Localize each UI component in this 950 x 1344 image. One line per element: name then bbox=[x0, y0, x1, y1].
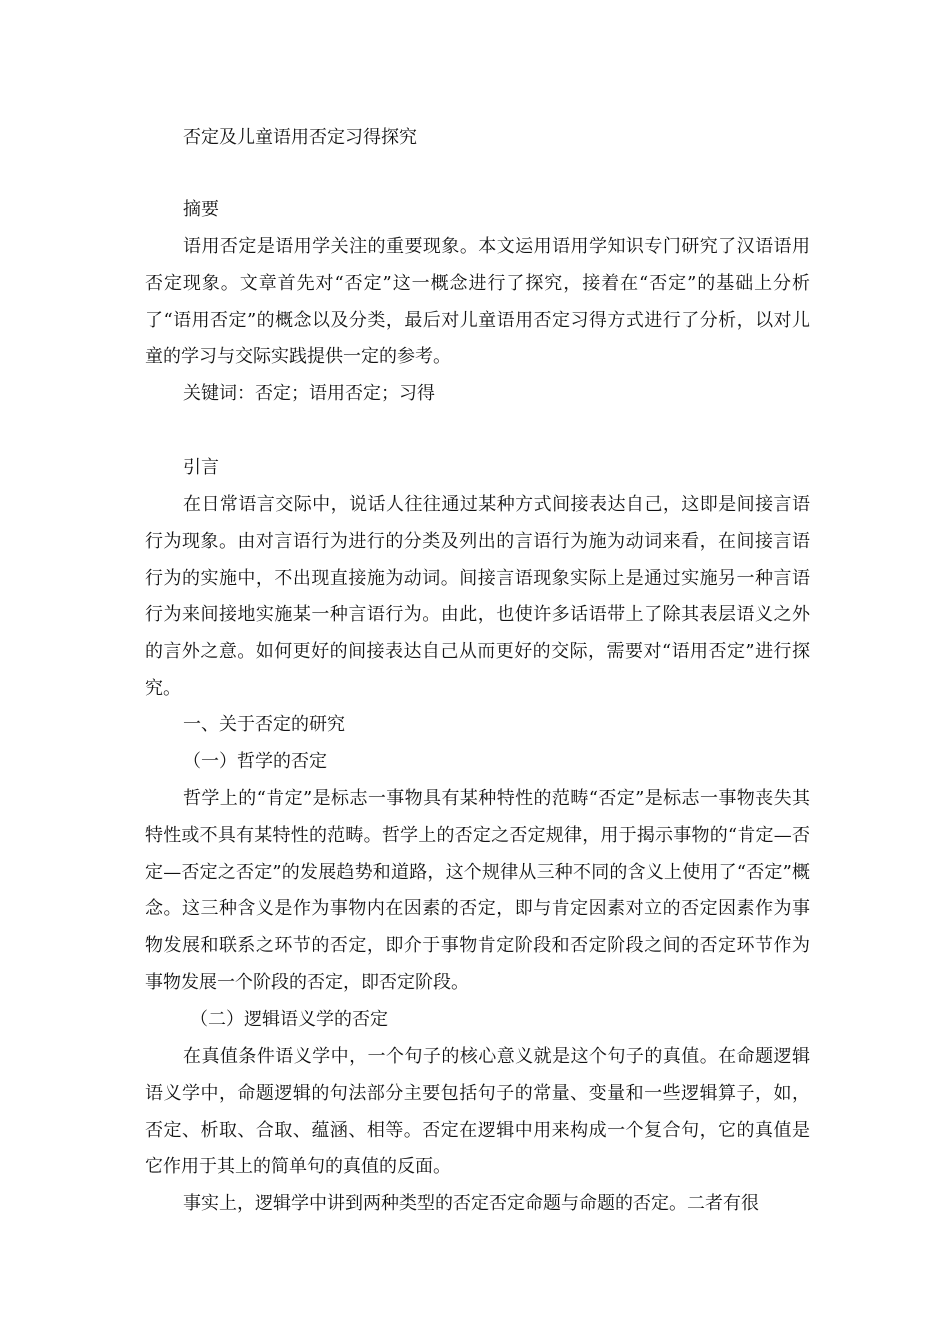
philosophy-paragraph: 哲学上的“肯定”是标志一事物具有某种特性的范畴“否定”是标志一事物丧失其特性或不具有某特性的范畴。哲学上的否定之否定规律，用于揭示事物的“肯定—否定—否定之否定”的发展趋势和道路，这个规律从三种不同的含义上使用了“否定”概念。这三种含义是作为事物内在因素的否定，即与肯定因素对立的否定因素作为事物发展和联系之环节的否定，即介于事物肯定阶段和否定阶段之间的否定环节作为事物发展一个阶段的否定，即否定阶段。 bbox=[145, 788, 810, 993]
abstract-paragraph: 语用否定是语用学关注的重要现象。本文运用语用学知识专门研究了汉语语用否定现象。文章首先对“否定”这一概念进行了探究，接着在“否定”的基础上分析了“语用否定”的概念以及分类，最后对儿童语用否定习得方式进行了分析，以对儿童的学习与交际实践提供一定的参考。 bbox=[145, 236, 810, 368]
keywords-line: 关键词：否定；语用否定；习得 bbox=[183, 383, 435, 404]
subsection-heading-1: （一）哲学的否定 bbox=[183, 751, 327, 772]
intro-heading: 引言 bbox=[183, 457, 219, 478]
intro-paragraph: 在日常语言交际中，说话人往往通过某种方式间接表达自己，这即是间接言语行为现象。由对言语行为进行的分类及列出的言语行为施为动词来看，在间接言语行为的实施中，不出现直接施为动词。间接言语现象实际上是通过实施另一种言语行为来间接地实施某一种言语行为。由此，也使许多话语带上了除其表层语义之外的言外之意。如何更好的间接表达自己从而更好的交际，需要对“语用否定”进行探究。 bbox=[145, 494, 810, 699]
closing-paragraph: 事实上，逻辑学中讲到两种类型的否定否定命题与命题的否定。二者有很 bbox=[183, 1193, 759, 1214]
logic-paragraph: 在真值条件语义学中，一个句子的核心意义就是这个句子的真值。在命题逻辑语义学中，命题逻辑的句法部分主要包括句子的常量、变量和一些逻辑算子，如，否定、析取、合取、蕴涵、相等。否定在逻辑中用来构成一个复合句，它的真值是它作用于其上的简单句的真值的反面。 bbox=[145, 1046, 810, 1178]
section-heading-1: 一、关于否定的研究 bbox=[183, 714, 345, 735]
abstract-heading: 摘要 bbox=[183, 199, 219, 220]
subsection-heading-2: （二）逻辑语义学的否定 bbox=[190, 1009, 388, 1030]
document-title: 否定及儿童语用否定习得探究 bbox=[183, 127, 417, 148]
